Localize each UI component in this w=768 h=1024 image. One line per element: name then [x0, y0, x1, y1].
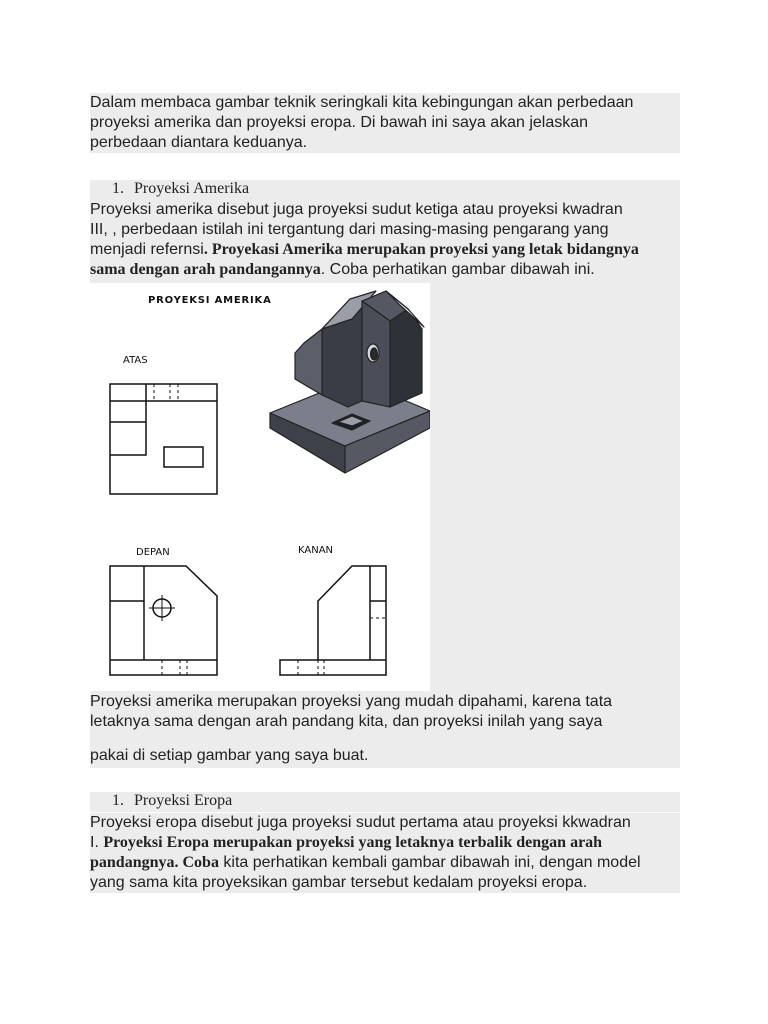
section1-line-3	[90, 240, 680, 260]
section2-line-2-bold: Proyeksi Eropa merupakan proyeksi yang letaknya terbalik dengan arah	[103, 834, 603, 851]
section2-line-4: yang sama kita proyeksikan gambar tersebut kedalam proyeksi eropa.	[90, 874, 588, 891]
top-view-drawing	[110, 384, 217, 494]
section1-line-1: Proyeksi amerika disebut juga proyeksi sudut ketiga atau proyeksi kwadran	[90, 201, 623, 218]
figure-title: PROYEKSI AMERIKA	[148, 295, 272, 306]
section2-heading	[112, 792, 232, 810]
section1-number: 1.	[112, 180, 124, 197]
section1-line-4	[90, 260, 680, 280]
section2-line-2-plain: I.	[90, 834, 104, 851]
section1-after-text	[90, 692, 680, 766]
label-front-view: DEPAN	[136, 547, 170, 558]
section2-title: Proyeksi Eropa	[134, 792, 233, 809]
section1-line-4-bold: sama dengan arah pandangannya	[90, 261, 321, 278]
section1-after-line-2: letaknya sama dengan arah pandang kita, dan proyeksi inilah yang saya	[90, 713, 603, 730]
section1-after-line-1: Proyeksi amerika merupakan proyeksi yang mudah dipahami, karena tata	[90, 693, 613, 710]
section1-line-3-bold: . Proyekasi Amerika merupakan proyeksi yang letak bidangnya	[203, 241, 639, 258]
section2-line-3	[90, 853, 680, 873]
section1-line-3-plain: menjadi refernsi	[90, 241, 204, 258]
projection-figure	[90, 283, 430, 691]
section1-title: Proyeksi Amerika	[134, 180, 250, 197]
section2-line-1: Proyeksi eropa disebut juga proyeksi sudut pertama atau proyeksi kkwadran	[90, 814, 631, 831]
front-view-drawing	[110, 566, 217, 675]
section2-paragraph	[90, 813, 680, 893]
section2-line-3-bold: pandangnya. Coba	[90, 854, 219, 871]
intro-line-3: perbedaan diantara keduanya.	[90, 134, 308, 151]
intro-line-1: Dalam membaca gambar teknik seringkali kita kebingungan akan perbedaan	[90, 94, 634, 111]
section1-line-2: III, , perbedaan istilah ini tergantung dari masing-masing pengarang yang	[90, 221, 609, 238]
label-top-view: ATAS	[123, 355, 148, 366]
label-right-view: KANAN	[298, 545, 334, 556]
projection-drawing	[90, 283, 430, 691]
intro-paragraph	[90, 93, 680, 153]
section2-number: 1.	[112, 792, 124, 809]
section2-line-3-plain: kita perhatikan kembali gambar dibawah ini, dengan model	[218, 854, 641, 871]
section1-heading	[112, 180, 249, 198]
section2-line-2	[90, 833, 680, 853]
intro-line-2: proyeksi amerika dan proyeksi eropa. Di bawah ini saya akan jelaskan	[90, 114, 589, 131]
isometric-model	[270, 291, 430, 473]
section1-after-line-3: pakai di setiap gambar yang saya buat.	[90, 747, 369, 764]
right-view-drawing	[280, 566, 386, 675]
section1-line-4-plain: . Coba perhatikan gambar dibawah ini.	[320, 261, 595, 278]
